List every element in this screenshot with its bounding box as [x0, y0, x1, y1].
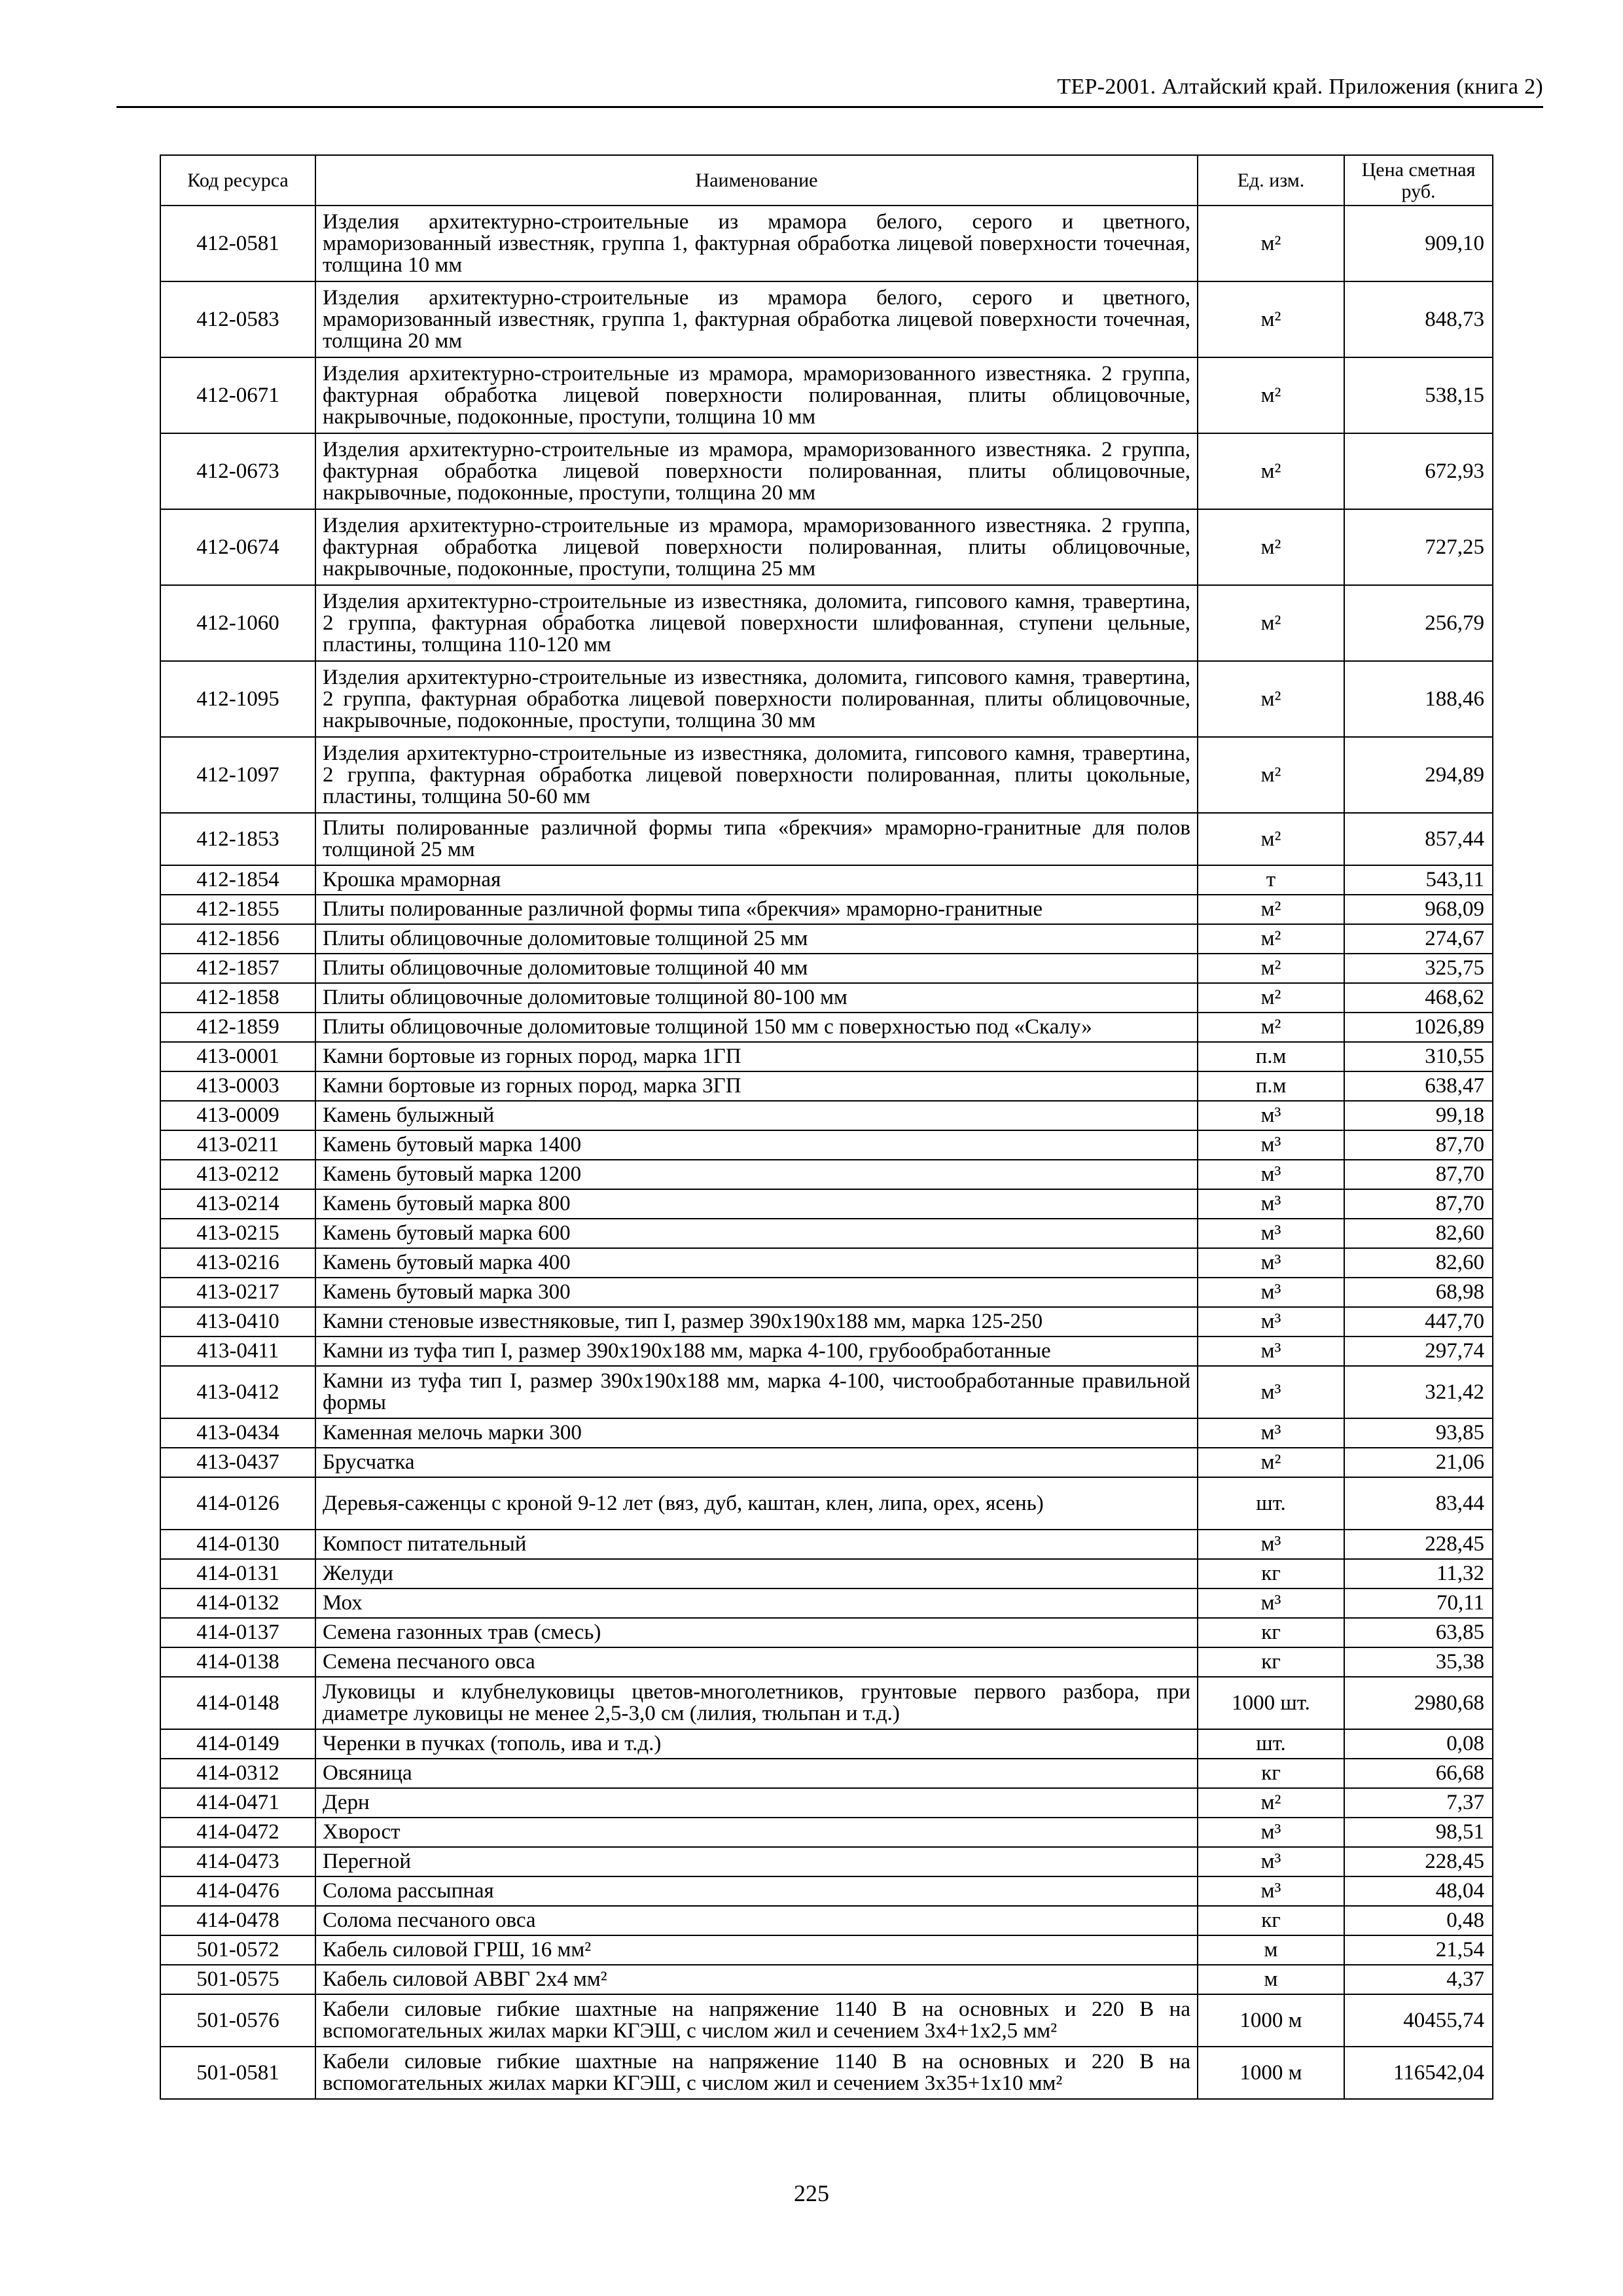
cell-price: 87,70 — [1344, 1189, 1493, 1219]
cell-unit: м² — [1198, 983, 1344, 1013]
cell-name: Компост питательный — [315, 1530, 1198, 1559]
cell-price: 909,10 — [1344, 206, 1493, 281]
table-row — [160, 1307, 1493, 1336]
cell-name: Изделия архитектурно-строительные из мрамора, мраморизованного известняка. 2 группа, фактурная обработка лицевой поверхности полированная, плиты облицовочные, накрывочные, подоконные, проступи, толщина 10 мм — [315, 357, 1198, 433]
cell-price: 35,38 — [1344, 1647, 1493, 1677]
cell-name: Камень булыжный — [315, 1101, 1198, 1130]
cell-price: 48,04 — [1344, 1876, 1493, 1906]
cell-price: 638,47 — [1344, 1071, 1493, 1101]
table-row — [160, 206, 1493, 281]
cell-unit: м³ — [1198, 1418, 1344, 1448]
cell-price: 40455,74 — [1344, 1994, 1493, 2047]
cell-name: Камень бутовый марка 300 — [315, 1278, 1198, 1307]
cell-price: 538,15 — [1344, 357, 1493, 433]
table-row — [160, 1366, 1493, 1418]
cell-resource-code: 412-0583 — [160, 281, 315, 357]
cell-name: Перегной — [315, 1847, 1198, 1876]
cell-name: Камни из туфа тип I, размер 390х190х188 мм, марка 4-100, грубообработанные — [315, 1336, 1198, 1366]
table-row — [160, 865, 1493, 895]
cell-price: 99,18 — [1344, 1101, 1493, 1130]
cell-resource-code: 413-0003 — [160, 1071, 315, 1101]
table-row — [160, 1729, 1493, 1759]
cell-name: Камень бутовый марка 1400 — [315, 1130, 1198, 1160]
cell-name: Кабели силовые гибкие шахтные на напряжение 1140 В на основных и 220 В на вспомогательных жилах марки КГЭШ, с числом жил и сечением 3х35+1х10 мм² — [315, 2047, 1198, 2099]
table-row — [160, 1559, 1493, 1588]
cell-name: Камни стеновые известняковые, тип I, размер 390х190х188 мм, марка 125-250 — [315, 1307, 1198, 1336]
cell-price: 188,46 — [1344, 661, 1493, 737]
cell-resource-code: 412-1097 — [160, 737, 315, 813]
cell-unit: м³ — [1198, 1307, 1344, 1336]
cell-unit: м² — [1198, 1788, 1344, 1818]
cell-price: 68,98 — [1344, 1278, 1493, 1307]
header-unit: Ед. изм. — [1198, 155, 1344, 206]
cell-resource-code: 414-0312 — [160, 1759, 315, 1788]
cell-unit: п.м — [1198, 1042, 1344, 1071]
header-name: Наименование — [315, 155, 1198, 206]
cell-resource-code: 414-0148 — [160, 1677, 315, 1729]
cell-resource-code: 501-0576 — [160, 1994, 315, 2047]
table-row — [160, 737, 1493, 813]
cell-resource-code: 414-0138 — [160, 1647, 315, 1677]
cell-unit: м³ — [1198, 1189, 1344, 1219]
cell-name: Камень бутовый марка 1200 — [315, 1160, 1198, 1189]
cell-resource-code: 414-0126 — [160, 1477, 315, 1530]
table-row — [160, 895, 1493, 924]
cell-unit: шт. — [1198, 1477, 1344, 1530]
running-header — [116, 72, 1543, 108]
cell-price: 2980,68 — [1344, 1677, 1493, 1729]
cell-unit: м³ — [1198, 1336, 1344, 1366]
cell-resource-code: 414-0473 — [160, 1847, 315, 1876]
cell-resource-code: 413-0001 — [160, 1042, 315, 1071]
cell-resource-code: 414-0131 — [160, 1559, 315, 1588]
table-row — [160, 1994, 1493, 2047]
cell-price: 274,67 — [1344, 924, 1493, 954]
cell-unit: м² — [1198, 954, 1344, 983]
cell-unit: м³ — [1198, 1818, 1344, 1847]
cell-resource-code: 413-0214 — [160, 1189, 315, 1219]
cell-price: 228,45 — [1344, 1530, 1493, 1559]
table-row — [160, 1278, 1493, 1307]
cell-price: 321,42 — [1344, 1366, 1493, 1418]
cell-name: Солома песчаного овса — [315, 1906, 1198, 1935]
cell-unit: 1000 м — [1198, 2047, 1344, 2099]
table-row — [160, 433, 1493, 509]
table-row — [160, 1248, 1493, 1278]
table-row — [160, 954, 1493, 983]
cell-price: 325,75 — [1344, 954, 1493, 983]
table-row — [160, 1818, 1493, 1847]
cell-name: Плиты облицовочные доломитовые толщиной 150 мм с поверхностью под «Скалу» — [315, 1013, 1198, 1042]
cell-unit: м² — [1198, 1448, 1344, 1477]
cell-resource-code: 413-0410 — [160, 1307, 315, 1336]
cell-price: 543,11 — [1344, 865, 1493, 895]
cell-price: 11,32 — [1344, 1559, 1493, 1588]
cell-unit: м³ — [1198, 1130, 1344, 1160]
cell-price: 98,51 — [1344, 1818, 1493, 1847]
cell-resource-code: 412-1856 — [160, 924, 315, 954]
table-row — [160, 924, 1493, 954]
table-row — [160, 1935, 1493, 1965]
cell-unit: кг — [1198, 1647, 1344, 1677]
header-price: Цена сметная руб. — [1344, 155, 1493, 206]
cell-name: Камни из туфа тип I, размер 390х190х188 мм, марка 4-100, чистообработанные правильной формы — [315, 1366, 1198, 1418]
cell-unit: т — [1198, 865, 1344, 895]
cell-price: 82,60 — [1344, 1248, 1493, 1278]
table-row — [160, 1071, 1493, 1101]
cell-name: Хворост — [315, 1818, 1198, 1847]
cell-price: 87,70 — [1344, 1160, 1493, 1189]
table-row — [160, 1618, 1493, 1647]
cell-name: Деревья-саженцы с кроной 9-12 лет (вяз, дуб, каштан, клен, липа, орех, ясень) — [315, 1477, 1198, 1530]
cell-name: Плиты облицовочные доломитовые толщиной 25 мм — [315, 924, 1198, 954]
cell-resource-code: 413-0434 — [160, 1418, 315, 1448]
cell-unit: м² — [1198, 433, 1344, 509]
header-resource-code: Код ресурса — [160, 155, 315, 206]
cell-price: 87,70 — [1344, 1130, 1493, 1160]
cell-unit: м² — [1198, 357, 1344, 433]
cell-name: Семена песчаного овса — [315, 1647, 1198, 1677]
cell-name: Брусчатка — [315, 1448, 1198, 1477]
table-row — [160, 1336, 1493, 1366]
cell-name: Плиты полированные различной формы типа «брекчия» мраморно-гранитные для полов толщиной 25 мм — [315, 813, 1198, 865]
cell-resource-code: 413-0212 — [160, 1160, 315, 1189]
cell-unit: 1000 шт. — [1198, 1677, 1344, 1729]
cell-unit: м² — [1198, 661, 1344, 737]
table-row — [160, 1418, 1493, 1448]
cell-resource-code: 412-1858 — [160, 983, 315, 1013]
cell-resource-code: 412-1859 — [160, 1013, 315, 1042]
cell-resource-code: 413-0411 — [160, 1336, 315, 1366]
cell-unit: м³ — [1198, 1248, 1344, 1278]
table-row — [160, 983, 1493, 1013]
cell-name: Кабель силовой АВВГ 2х4 мм² — [315, 1965, 1198, 1994]
cell-name: Мох — [315, 1588, 1198, 1618]
cell-price: 83,44 — [1344, 1477, 1493, 1530]
cell-name: Изделия архитектурно-строительные из мрамора белого, серого и цветного, мраморизованный известняк, группа 1, фактурная обработка лицевой поверхности точечная, толщина 20 мм — [315, 281, 1198, 357]
cell-unit: м² — [1198, 281, 1344, 357]
page-number: 225 — [794, 2180, 829, 2206]
cell-unit: м³ — [1198, 1160, 1344, 1189]
table-row — [160, 585, 1493, 661]
cell-price: 82,60 — [1344, 1219, 1493, 1248]
cell-price: 4,37 — [1344, 1965, 1493, 1994]
cell-name: Солома рассыпная — [315, 1876, 1198, 1906]
cell-unit: м — [1198, 1935, 1344, 1965]
table-row — [160, 1788, 1493, 1818]
table-row — [160, 357, 1493, 433]
table-row — [160, 813, 1493, 865]
cell-unit: м³ — [1198, 1219, 1344, 1248]
cell-name: Изделия архитектурно-строительные из мрамора, мраморизованного известняка. 2 группа, фактурная обработка лицевой поверхности полированная, плиты облицовочные, накрывочные, подоконные, проступи, толщина 25 мм — [315, 509, 1198, 585]
table-row — [160, 1042, 1493, 1071]
cell-resource-code: 412-0674 — [160, 509, 315, 585]
cell-price: 93,85 — [1344, 1418, 1493, 1448]
table-row — [160, 1448, 1493, 1477]
table-row — [160, 1160, 1493, 1189]
cell-price: 0,48 — [1344, 1906, 1493, 1935]
table-row — [160, 1588, 1493, 1618]
cell-unit: м³ — [1198, 1530, 1344, 1559]
cell-name: Дерн — [315, 1788, 1198, 1818]
cell-price: 297,74 — [1344, 1336, 1493, 1366]
cell-price: 256,79 — [1344, 585, 1493, 661]
cell-unit: м³ — [1198, 1588, 1344, 1618]
cell-unit: кг — [1198, 1759, 1344, 1788]
cell-resource-code: 412-1854 — [160, 865, 315, 895]
cell-price: 7,37 — [1344, 1788, 1493, 1818]
table-row — [160, 1906, 1493, 1935]
table-row — [160, 1101, 1493, 1130]
cell-price: 21,06 — [1344, 1448, 1493, 1477]
table-row — [160, 1759, 1493, 1788]
cell-unit: м² — [1198, 509, 1344, 585]
cell-name: Изделия архитектурно-строительные из известняка, доломита, гипсового камня, травертина, 2 группа, фактурная обработка лицевой поверхности полированная, плиты облицовочные, накрывочные, подоконные, проступи, толщина 30 мм — [315, 661, 1198, 737]
cell-unit: шт. — [1198, 1729, 1344, 1759]
cell-unit: м³ — [1198, 1101, 1344, 1130]
cell-price: 228,45 — [1344, 1847, 1493, 1876]
cell-price: 21,54 — [1344, 1935, 1493, 1965]
cell-unit: м³ — [1198, 1278, 1344, 1307]
cell-unit: п.м — [1198, 1071, 1344, 1101]
cell-name: Камни бортовые из горных пород, марка 1ГП — [315, 1042, 1198, 1071]
cell-resource-code: 414-0132 — [160, 1588, 315, 1618]
cell-resource-code: 414-0149 — [160, 1729, 315, 1759]
cell-resource-code: 413-0437 — [160, 1448, 315, 1477]
cell-resource-code: 414-0137 — [160, 1618, 315, 1647]
cell-resource-code: 414-0478 — [160, 1906, 315, 1935]
resource-price-table — [160, 154, 1493, 2100]
table-row — [160, 1530, 1493, 1559]
cell-name: Овсяница — [315, 1759, 1198, 1788]
cell-price: 672,93 — [1344, 433, 1493, 509]
table-row — [160, 1647, 1493, 1677]
cell-name: Изделия архитектурно-строительные из мрамора, мраморизованного известняка. 2 группа, фактурная обработка лицевой поверхности полированная, плиты облицовочные, накрывочные, подоконные, проступи, толщина 20 мм — [315, 433, 1198, 509]
cell-price: 66,68 — [1344, 1759, 1493, 1788]
cell-resource-code: 501-0572 — [160, 1935, 315, 1965]
cell-name: Камень бутовый марка 800 — [315, 1189, 1198, 1219]
table-row — [160, 281, 1493, 357]
table-row — [160, 1677, 1493, 1729]
cell-name: Камень бутовый марка 400 — [315, 1248, 1198, 1278]
cell-price: 447,70 — [1344, 1307, 1493, 1336]
cell-name: Черенки в пучках (тополь, ива и т.д.) — [315, 1729, 1198, 1759]
table-body — [160, 206, 1493, 2099]
cell-resource-code: 412-0581 — [160, 206, 315, 281]
cell-unit: 1000 м — [1198, 1994, 1344, 2047]
cell-unit: кг — [1198, 1559, 1344, 1588]
cell-resource-code: 501-0581 — [160, 2047, 315, 2099]
table-row — [160, 1189, 1493, 1219]
cell-price: 116542,04 — [1344, 2047, 1493, 2099]
cell-price: 857,44 — [1344, 813, 1493, 865]
cell-name: Плиты полированные различной формы типа «брекчия» мраморно-гранитные — [315, 895, 1198, 924]
cell-name: Камень бутовый марка 600 — [315, 1219, 1198, 1248]
cell-price: 1026,89 — [1344, 1013, 1493, 1042]
cell-unit: м³ — [1198, 1847, 1344, 1876]
cell-resource-code: 412-0671 — [160, 357, 315, 433]
cell-resource-code: 414-0130 — [160, 1530, 315, 1559]
cell-name: Изделия архитектурно-строительные из мрамора белого, серого и цветного, мраморизованный известняк, группа 1, фактурная обработка лицевой поверхности точечная, толщина 10 мм — [315, 206, 1198, 281]
cell-unit: м² — [1198, 813, 1344, 865]
table-row — [160, 1876, 1493, 1906]
cell-resource-code: 413-0211 — [160, 1130, 315, 1160]
cell-resource-code: 413-0009 — [160, 1101, 315, 1130]
cell-unit: м² — [1198, 924, 1344, 954]
cell-price: 63,85 — [1344, 1618, 1493, 1647]
cell-resource-code: 412-1060 — [160, 585, 315, 661]
cell-unit: кг — [1198, 1618, 1344, 1647]
table-header-row — [160, 155, 1493, 206]
table-row — [160, 2047, 1493, 2099]
cell-price: 70,11 — [1344, 1588, 1493, 1618]
cell-name: Кабель силовой ГРШ, 16 мм² — [315, 1935, 1198, 1965]
cell-name: Желуди — [315, 1559, 1198, 1588]
table-row — [160, 1219, 1493, 1248]
cell-resource-code: 413-0216 — [160, 1248, 315, 1278]
cell-name: Луковицы и клубнелуковицы цветов-многолетников, грунтовые первого разбора, при диаметре луковицы не менее 2,5-3,0 см (лилия, тюльпан и т.д.) — [315, 1677, 1198, 1729]
cell-name: Изделия архитектурно-строительные из известняка, доломита, гипсового камня, травертина, 2 группа, фактурная обработка лицевой поверхности шлифованная, ступени цельные, пластины, толщина 110-120 мм — [315, 585, 1198, 661]
cell-unit: м² — [1198, 206, 1344, 281]
cell-unit: м — [1198, 1965, 1344, 1994]
cell-resource-code: 412-1857 — [160, 954, 315, 983]
header-title: ТЕР-2001. Алтайский край. Приложения (книга 2) — [1057, 75, 1543, 99]
cell-price: 294,89 — [1344, 737, 1493, 813]
table-row — [160, 1013, 1493, 1042]
table-row — [160, 509, 1493, 585]
cell-unit: м² — [1198, 737, 1344, 813]
cell-unit: м² — [1198, 895, 1344, 924]
cell-resource-code: 412-0673 — [160, 433, 315, 509]
cell-price: 468,62 — [1344, 983, 1493, 1013]
cell-unit: м³ — [1198, 1366, 1344, 1418]
cell-name: Плиты облицовочные доломитовые толщиной 80-100 мм — [315, 983, 1198, 1013]
cell-resource-code: 414-0476 — [160, 1876, 315, 1906]
table-row — [160, 1130, 1493, 1160]
cell-name: Камни бортовые из горных пород, марка 3ГП — [315, 1071, 1198, 1101]
cell-resource-code: 412-1855 — [160, 895, 315, 924]
table-row — [160, 1477, 1493, 1530]
cell-price: 848,73 — [1344, 281, 1493, 357]
cell-name: Изделия архитектурно-строительные из известняка, доломита, гипсового камня, травертина, 2 группа, фактурная обработка лицевой поверхности полированная, плиты цокольные, пластины, толщина 50-60 мм — [315, 737, 1198, 813]
cell-price: 968,09 — [1344, 895, 1493, 924]
cell-resource-code: 501-0575 — [160, 1965, 315, 1994]
cell-unit: м² — [1198, 585, 1344, 661]
cell-unit: кг — [1198, 1906, 1344, 1935]
cell-unit: м² — [1198, 1013, 1344, 1042]
cell-resource-code: 413-0412 — [160, 1366, 315, 1418]
cell-price: 727,25 — [1344, 509, 1493, 585]
cell-price: 310,55 — [1344, 1042, 1493, 1071]
cell-name: Каменная мелочь марки 300 — [315, 1418, 1198, 1448]
cell-resource-code: 412-1095 — [160, 661, 315, 737]
cell-name: Плиты облицовочные доломитовые толщиной 40 мм — [315, 954, 1198, 983]
cell-price: 0,08 — [1344, 1729, 1493, 1759]
cell-resource-code: 413-0215 — [160, 1219, 315, 1248]
cell-resource-code: 414-0471 — [160, 1788, 315, 1818]
cell-name: Семена газонных трав (смесь) — [315, 1618, 1198, 1647]
table-row — [160, 1847, 1493, 1876]
table-row — [160, 661, 1493, 737]
cell-name: Кабели силовые гибкие шахтные на напряжение 1140 В на основных и 220 В на вспомогательных жилах марки КГЭШ, с числом жил и сечением 3х4+1х2,5 мм² — [315, 1994, 1198, 2047]
cell-resource-code: 414-0472 — [160, 1818, 315, 1847]
cell-unit: м³ — [1198, 1876, 1344, 1906]
table-row — [160, 1965, 1493, 1994]
cell-name: Крошка мраморная — [315, 865, 1198, 895]
cell-resource-code: 413-0217 — [160, 1278, 315, 1307]
cell-resource-code: 412-1853 — [160, 813, 315, 865]
